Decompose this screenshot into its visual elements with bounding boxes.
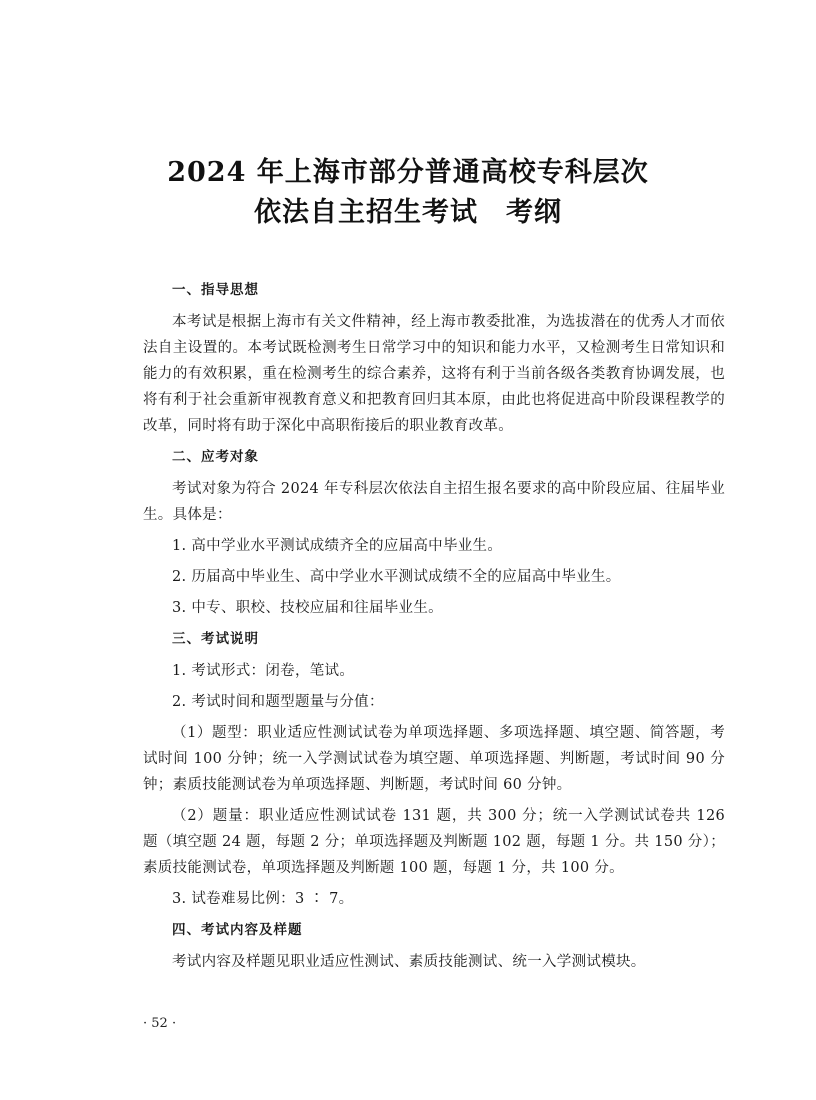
section-heading-3: 三、考试说明 — [172, 631, 259, 647]
section-3-item-1: 1. 考试形式：闭卷，笔试。 — [172, 663, 355, 679]
section-3-item-question-types: （1）题型：职业适应性测试试卷为单项选择题、多项选择题、填空题、简答题，考试时间 100 分钟；统一入学测试试卷为填空题、单项选择题、判断题，考试时间 90 分钟；素质技能测试卷为单项选择题、判断题，考试时间 60 分钟。 — [143, 725, 725, 793]
section-heading-1: 一、指导思想 — [172, 282, 259, 298]
section-3-item-question-counts: （2）题量：职业适应性测试试卷 131 题，共 300 分；统一入学测试试卷共 126 题（填空题 24 题，每题 2 分；单项选择题及判断题 102 题，每题 1 分。共 150 分）；素质技能测试卷，单项选择题及判断题 100 题，每题 1 分，共 100 分。 — [143, 808, 725, 876]
section-heading-2: 二、应考对象 — [172, 449, 259, 465]
section-3-item-difficulty: 3. 试卷难易比例：3 ∶ 7。 — [172, 891, 354, 907]
section-2-item-3: 3. 中专、职校、技校应届和往届毕业生。 — [172, 600, 443, 616]
section-2-item-1: 1. 高中学业水平测试成绩齐全的应届高中毕业生。 — [172, 538, 503, 554]
section-2-item-2: 2. 历届高中毕业生、高中学业水平测试成绩不全的应届高中毕业生。 — [172, 569, 621, 585]
section-4-paragraph: 考试内容及样题见职业适应性测试、素质技能测试、统一入学测试模块。 — [172, 954, 646, 970]
document-body — [143, 277, 725, 980]
section-1-paragraph: 本考试是根据上海市有关文件精神，经上海市教委批准，为选拔潜在的优秀人才而依法自主设置的。本考试既检测考生日常学习中的知识和能力水平，又检测考生日常知识和能力的有效积累，重在检测考生的综合素养，这将有利于当前各级各类教育协调发展，也将有利于社会重新审视教育意义和把教育回归其本原，由此也将促进高中阶段课程教学的改革，同时将有助于深化中高职衔接后的职业教育改革。 — [143, 314, 725, 434]
page-number: · 52 · — [143, 1016, 177, 1031]
section-2-paragraph: 考试对象为符合 2024 年专科层次依法自主招生报名要求的高中阶段应届、往届毕业生。具体是： — [143, 481, 725, 523]
section-heading-4: 四、考试内容及样题 — [172, 922, 303, 938]
section-3-item-2: 2. 考试时间和题型题量与分值： — [172, 694, 384, 710]
title-line-1: 2024 年上海市部分普通高校专科层次 — [167, 157, 649, 188]
title-line-2: 依法自主招生考试 考纲 — [254, 197, 562, 228]
